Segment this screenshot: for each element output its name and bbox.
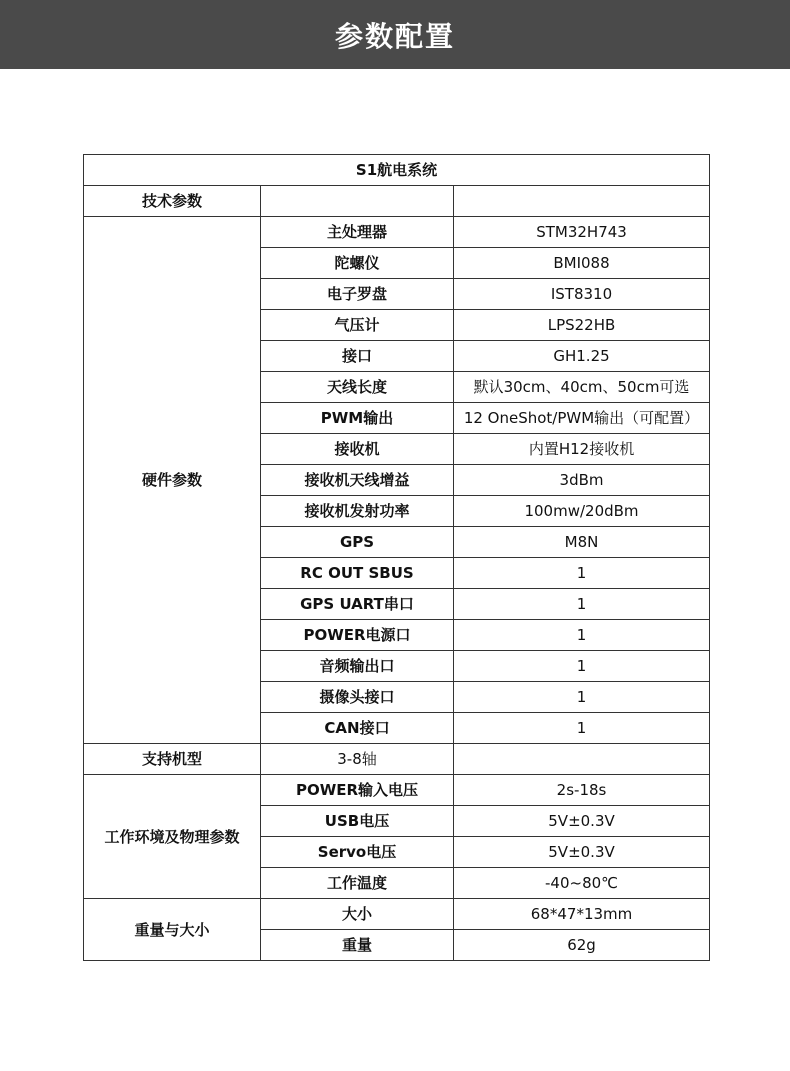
param-name: 接收机发射功率 [261, 496, 454, 527]
param-name: 接收机天线增益 [261, 465, 454, 496]
param-value: 68*47*13mm [454, 899, 710, 930]
param-value: 3dBm [454, 465, 710, 496]
param-name: 气压计 [261, 310, 454, 341]
tech-row [84, 186, 710, 217]
tech-label: 技术参数 [84, 186, 261, 217]
table-row [84, 899, 710, 930]
table-title-row [84, 155, 710, 186]
spec-table [83, 154, 710, 961]
param-name: 音频输出口 [261, 651, 454, 682]
support-row [84, 744, 710, 775]
param-name: PWM输出 [261, 403, 454, 434]
support-value: 3-8轴 [261, 744, 454, 775]
param-name: 大小 [261, 899, 454, 930]
param-value: M8N [454, 527, 710, 558]
param-value: 内置H12接收机 [454, 434, 710, 465]
table-title: S1航电系统 [84, 155, 710, 186]
param-name: RC OUT SBUS [261, 558, 454, 589]
param-value: 1 [454, 651, 710, 682]
param-name: 重量 [261, 930, 454, 961]
param-value: 1 [454, 558, 710, 589]
support-label: 支持机型 [84, 744, 261, 775]
hardware-label: 硬件参数 [84, 217, 261, 744]
param-name: 陀螺仪 [261, 248, 454, 279]
param-value: STM32H743 [454, 217, 710, 248]
empty-cell [454, 744, 710, 775]
param-name: GPS [261, 527, 454, 558]
param-name: CAN接口 [261, 713, 454, 744]
param-value: 5V±0.3V [454, 837, 710, 868]
empty-cell [261, 186, 454, 217]
empty-cell [454, 186, 710, 217]
page-header [0, 0, 790, 69]
param-value: BMI088 [454, 248, 710, 279]
table-row [84, 775, 710, 806]
page-title: 参数配置 [334, 19, 455, 53]
param-value: -40~80℃ [454, 868, 710, 899]
param-value: 62g [454, 930, 710, 961]
param-value: 默认30cm、40cm、50cm可选 [454, 372, 710, 403]
param-name: USB电压 [261, 806, 454, 837]
param-name: 工作温度 [261, 868, 454, 899]
param-value: GH1.25 [454, 341, 710, 372]
param-value: 1 [454, 713, 710, 744]
param-name: 摄像头接口 [261, 682, 454, 713]
param-name: 接口 [261, 341, 454, 372]
param-value: 100mw/20dBm [454, 496, 710, 527]
param-value: LPS22HB [454, 310, 710, 341]
param-name: 电子罗盘 [261, 279, 454, 310]
param-value: 1 [454, 589, 710, 620]
param-value: 2s-18s [454, 775, 710, 806]
param-name: 接收机 [261, 434, 454, 465]
param-name: POWER输入电压 [261, 775, 454, 806]
param-value: 5V±0.3V [454, 806, 710, 837]
param-value: 12 OneShot/PWM输出（可配置） [454, 403, 710, 434]
param-value: 1 [454, 682, 710, 713]
size-label: 重量与大小 [84, 899, 261, 961]
param-name: Servo电压 [261, 837, 454, 868]
table-row [84, 217, 710, 248]
param-value: IST8310 [454, 279, 710, 310]
param-name: 天线长度 [261, 372, 454, 403]
env-label: 工作环境及物理参数 [84, 775, 261, 899]
param-name: GPS UART串口 [261, 589, 454, 620]
param-name: POWER电源口 [261, 620, 454, 651]
param-name: 主处理器 [261, 217, 454, 248]
param-value: 1 [454, 620, 710, 651]
